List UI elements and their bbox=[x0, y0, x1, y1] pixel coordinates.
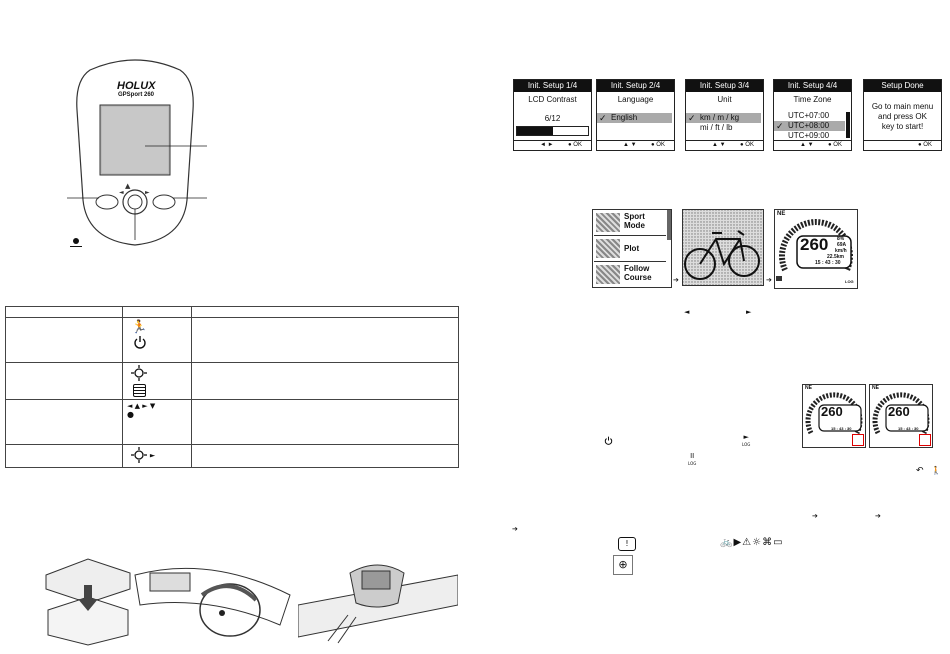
walk-icon: 🚶 bbox=[931, 466, 941, 475]
bicycle-status-icon: 🚲 bbox=[720, 537, 734, 548]
setup-screen-title: Init. Setup 1/4 bbox=[514, 80, 591, 92]
setup-screen-subtitle: Time Zone bbox=[793, 95, 832, 104]
backlight-status-icon: ☼ bbox=[752, 537, 763, 548]
option-item[interactable] bbox=[597, 113, 672, 123]
log-label: LOG bbox=[845, 279, 854, 284]
sport-mode-screen bbox=[774, 209, 858, 289]
contrast-bar-fill bbox=[517, 127, 553, 135]
setup-screen-title: Setup Done bbox=[864, 80, 941, 92]
menu-item-sport-mode[interactable] bbox=[594, 210, 666, 236]
gps-crosshair-icon: ⊕ bbox=[613, 555, 633, 575]
combo-arrow-icon: ► bbox=[149, 451, 156, 460]
option-label: UTC+07:00 bbox=[788, 111, 830, 120]
power-icon bbox=[133, 335, 147, 349]
footer-nav: ▲ ▼ bbox=[623, 142, 637, 148]
arrow-icon: ➔ bbox=[812, 512, 818, 520]
time-value: 15 : 43 : 30 bbox=[815, 260, 841, 266]
device-brand: HOLUX bbox=[117, 80, 156, 92]
back-icon: ↶ bbox=[916, 466, 924, 476]
pedestrian-icon: 🏃 bbox=[131, 320, 148, 335]
log-glyph: LOG bbox=[688, 461, 697, 466]
arrow-right-icon: ➔ bbox=[673, 276, 679, 284]
heading-label: NE bbox=[777, 211, 786, 217]
plot-icon bbox=[596, 239, 620, 258]
menu-item-label: Course bbox=[624, 273, 652, 282]
option-item[interactable] bbox=[774, 111, 845, 121]
option-label: km / m / kg bbox=[700, 113, 740, 122]
footer-nav: ◄ ► bbox=[540, 142, 554, 148]
heading-label: NE bbox=[805, 385, 812, 391]
speed-unit: km/h bbox=[835, 248, 847, 254]
arrow-right-icon: ➔ bbox=[766, 276, 772, 284]
menu-item-label: Follow bbox=[624, 264, 650, 273]
check-icon: ✓ bbox=[688, 113, 696, 123]
sport-screen-log-paused bbox=[869, 384, 933, 448]
footer-nav: ▲ ▼ bbox=[712, 142, 726, 148]
setup-screen-title: Init. Setup 4/4 bbox=[774, 80, 851, 92]
option-item[interactable] bbox=[774, 121, 845, 131]
menu-item-label: Plot bbox=[624, 244, 640, 253]
ok-dot-underline bbox=[70, 246, 82, 247]
option-label: UTC+09:00 bbox=[788, 131, 830, 140]
svg-text:◄: ◄ bbox=[119, 189, 124, 196]
log-glyph: LOG bbox=[742, 442, 751, 447]
option-label: English bbox=[611, 113, 638, 122]
mode-menu-screen bbox=[592, 209, 672, 288]
setup-screen-3 bbox=[685, 79, 764, 151]
scrollbar[interactable] bbox=[667, 210, 671, 240]
play-glyph: ► bbox=[743, 433, 749, 441]
setup-screen-subtitle: Language bbox=[617, 95, 654, 104]
alert-status-icon: ⚠ bbox=[742, 537, 753, 548]
speed-value: 260 bbox=[888, 404, 910, 419]
footer-nav: ▲ ▼ bbox=[800, 142, 814, 148]
setup-screen-title: Init. Setup 2/4 bbox=[597, 80, 674, 92]
scrollbar[interactable] bbox=[846, 112, 850, 138]
alert-settings-icon: ! bbox=[618, 537, 636, 551]
contrast-value: 6/12 bbox=[544, 114, 561, 123]
setup-done-screen bbox=[863, 79, 942, 151]
message-line: and press OK bbox=[878, 112, 927, 121]
footer-ok: ● OK bbox=[740, 142, 754, 148]
check-icon: ✓ bbox=[776, 121, 784, 131]
battery-status-icon: ▭ bbox=[773, 537, 784, 548]
pause-glyph: II bbox=[690, 452, 695, 460]
arrow-icon: ➔ bbox=[875, 512, 881, 520]
nav-left-hint: ◄ bbox=[684, 308, 690, 316]
mount-step-2-illustration bbox=[130, 555, 295, 647]
arrow-keys-icon: ◄ ▲ ► ▼ bbox=[127, 402, 156, 410]
option-label: UTC+08:00 bbox=[788, 121, 830, 130]
setup-screen-title: Init. Setup 3/4 bbox=[686, 80, 763, 92]
menu-item-label: Sport bbox=[624, 212, 645, 221]
play-log-icon bbox=[742, 434, 750, 448]
mount-step-3-illustration bbox=[298, 555, 458, 647]
bike-splash-screen bbox=[682, 209, 764, 286]
setup-screen-subtitle: Unit bbox=[717, 95, 732, 104]
setup-screen-1 bbox=[513, 79, 592, 151]
arrow-icon: ➔ bbox=[512, 525, 518, 533]
menu-item-label: Mode bbox=[624, 221, 645, 230]
check-icon: ✓ bbox=[599, 113, 607, 123]
time-value: 15 : 43 : 30 bbox=[898, 426, 919, 431]
time-value: 15 : 43 : 30 bbox=[831, 426, 852, 431]
ok-key-icon: ● bbox=[127, 410, 134, 419]
device-model: GPSport 260 bbox=[118, 92, 155, 98]
backlight-icon bbox=[131, 365, 147, 381]
svg-text:▲: ▲ bbox=[125, 182, 131, 190]
message-line: key to start! bbox=[881, 122, 924, 131]
backlight-arrow-icon bbox=[131, 447, 147, 463]
button-table bbox=[5, 306, 459, 468]
power-icon bbox=[604, 436, 613, 445]
menu-item-follow-course[interactable] bbox=[594, 262, 666, 287]
speed-value: 260 bbox=[821, 404, 843, 419]
option-label: mi / ft / lb bbox=[700, 123, 733, 132]
status-icon-strip bbox=[720, 537, 784, 548]
speed-value: 260 bbox=[800, 235, 829, 254]
option-item[interactable] bbox=[686, 123, 763, 133]
sport-screen-log-start bbox=[802, 384, 866, 448]
slope-value: 8% bbox=[837, 236, 845, 242]
setup-screen-2 bbox=[596, 79, 675, 151]
footer-ok: ● OK bbox=[568, 142, 582, 148]
distance-value: 22.5km bbox=[827, 254, 844, 260]
bicycle-icon bbox=[596, 213, 620, 232]
svg-text:►: ► bbox=[145, 189, 150, 196]
ok-dot-icon bbox=[73, 238, 79, 244]
message-line: Go to main menu bbox=[871, 102, 934, 111]
menu-icon bbox=[133, 384, 146, 397]
nav-right-hint: ► bbox=[746, 308, 752, 316]
log-button-highlight[interactable] bbox=[919, 434, 931, 446]
contrast-bar bbox=[516, 126, 589, 136]
satellite-status-icon: ⌘ bbox=[762, 537, 774, 548]
footer-ok: ● OK bbox=[828, 142, 842, 148]
setup-done-message bbox=[864, 102, 941, 132]
heading-label: NE bbox=[872, 385, 879, 391]
footer-ok: ● OK bbox=[918, 142, 932, 148]
pause-log-icon bbox=[688, 453, 696, 467]
extra-value: 69A bbox=[837, 242, 847, 248]
log-status-icon: ▶ bbox=[733, 537, 743, 548]
footer-ok: ● OK bbox=[651, 142, 665, 148]
course-icon bbox=[596, 265, 620, 284]
menu-item-plot[interactable] bbox=[594, 236, 666, 262]
log-button-highlight[interactable] bbox=[852, 434, 864, 446]
setup-screen-subtitle: LCD Contrast bbox=[528, 95, 577, 104]
setup-screen-4 bbox=[773, 79, 852, 151]
mount-step-1-illustration bbox=[38, 555, 138, 647]
option-item[interactable] bbox=[686, 113, 761, 123]
